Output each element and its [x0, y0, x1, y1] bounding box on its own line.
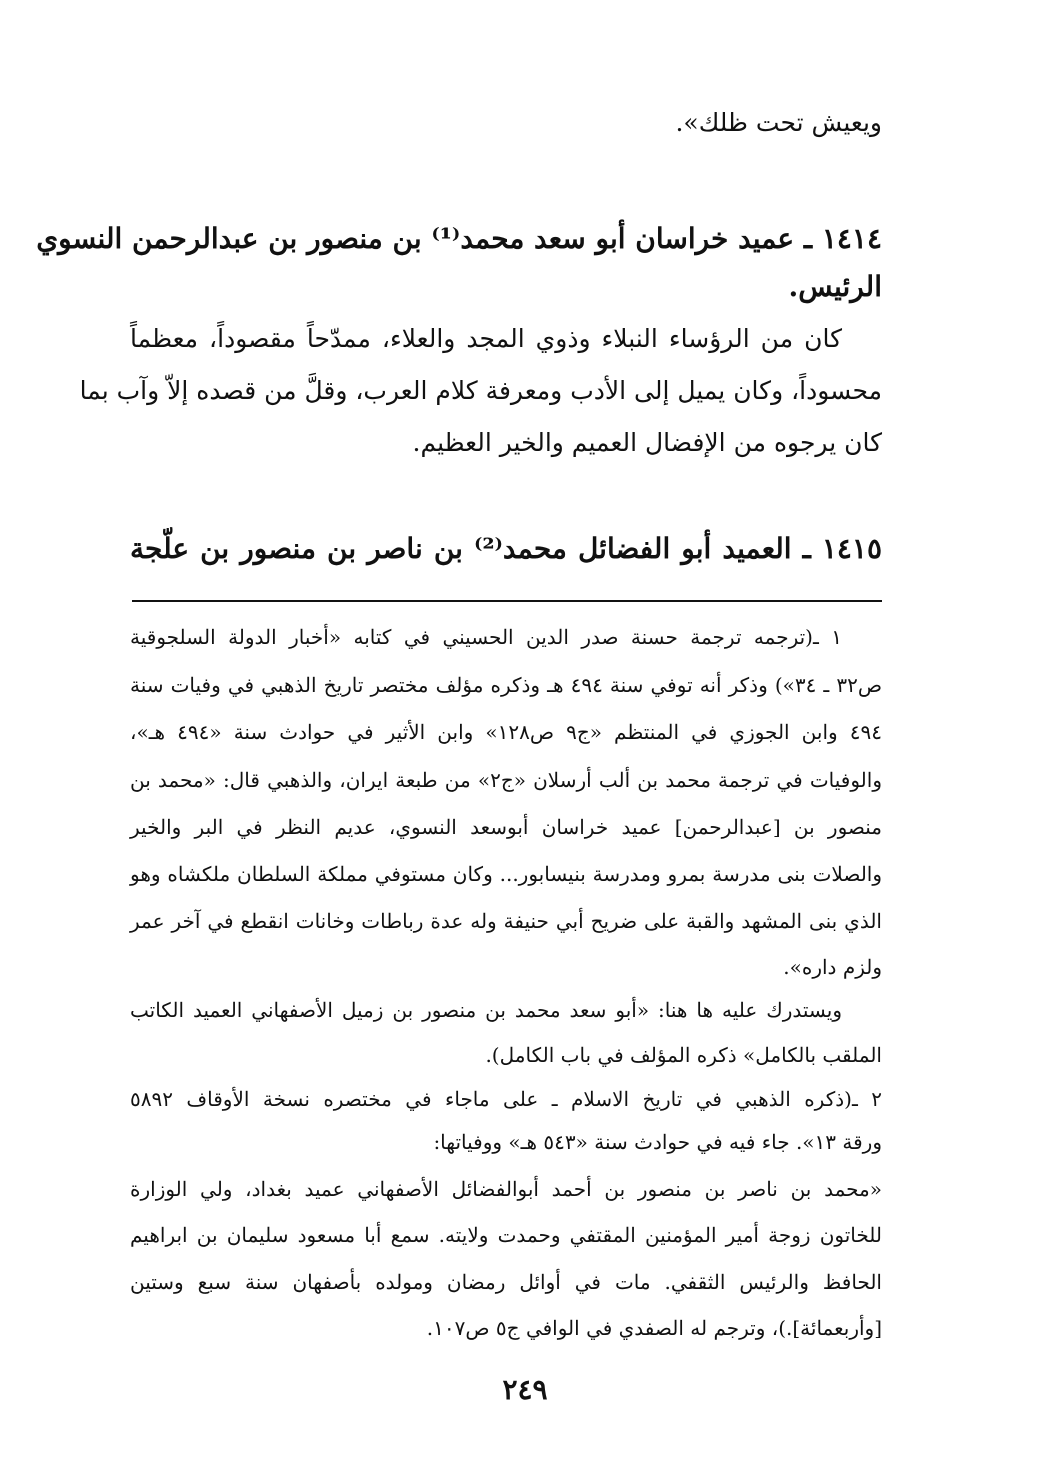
footnote-line: ويستدرك عليه ها هنا: «أبو سعد محمد بن منصور بن زميل الأصفهاني العميد الكاتب: [130, 998, 842, 1022]
footnote-line: ورقة ١٣». جاء فيه في حوادث سنة «٥٤٣ هـ» ووفياتها:: [433, 1130, 882, 1154]
entry-1414-heading-line-1: ١٤١٤ ـ عميد خراسان أبو سعد محمد⁽¹⁾ بن منصور بن عبدالرحمن النسوي: [36, 222, 882, 255]
continuation-line: ويعيش تحت ظلك».: [675, 108, 882, 137]
footnote-line: منصور بن [عبدالرحمن] عميد خراسان أبوسعد النسوي، عديم النظر في البر والخير: [130, 815, 882, 839]
footnote-line: الذي بنى المشهد والقبة على ضريح أبي حنيفة وله عدة رباطات وخانات انقطع في آخر عمر: [130, 909, 882, 933]
entry-1415-heading-line-1: ١٤١٥ ـ العميد أبو الفضائل محمد⁽²⁾ بن ناصر بن منصور بن علّجة: [130, 532, 882, 565]
entry-1414-body-line-3: كان يرجوه من الإفضال العميم والخير العظيم.: [412, 428, 882, 457]
footnote-line: ص٣٢ ـ ٣٤») وذكر أنه توفي سنة ٤٩٤ هـ وذكره مؤلف مختصر تاريخ الذهبي في وفيات سنة: [130, 673, 883, 697]
entry-1414-heading-line-2: الرئيس.: [788, 270, 882, 303]
footnote-line: ٢ ـ(ذكره الذهبي في تاريخ الاسلام ـ على ماجاء في مختصره نسخة الأوقاف ٥٨٩٢: [130, 1087, 882, 1111]
entry-1414-body-line-2: محسوداً، وكان يميل إلى الأدب ومعرفة كلام العرب، وقلَّ من قصده إلاّ وآب بما: [79, 376, 882, 405]
footnote-line: [وأربعمائة].)، وترجم له الصفدي في الوافي ج٥ ص١٠٧.: [426, 1316, 882, 1340]
footnote-line: «محمد بن ناصر بن منصور بن أحمد أبوالفضائل الأصفهاني عميد بغداد، ولي الوزارة: [130, 1177, 882, 1201]
footnote-line: ١ ـ(ترجمه ترجمة حسنة صدر الدين الحسيني في كتابه «أخبار الدولة السلجوقية: [130, 625, 843, 649]
footnote-line: والوفيات في ترجمة محمد بن ألب أرسلان «ج٢» من طبعة ايران، والذهبي قال: «محمد بن: [130, 768, 882, 792]
footnote-line: والصلات بنى مدرسة بمرو ومدرسة بنيسابور... وكان مستوفي مملكة السلطان ملكشاه وهو: [130, 862, 883, 886]
footnote-line: للخاتون زوجة أمير المؤمنين المقتفي وحمدت ولايته. سمع أبا مسعود سليمان بن ابراهيم: [130, 1223, 882, 1247]
footnote-line: ٤٩٤ وابن الجوزي في المنتظم «ج٩ ص١٢٨» وابن الأثير في حوادث سنة «٤٩٤ هـ»،: [130, 720, 882, 744]
footnote-line: الملقب بالكامل» ذكره المؤلف في باب الكامل).: [485, 1043, 882, 1067]
footnote-line: ولزم داره».: [783, 955, 882, 979]
footnote-separator-rule: [132, 600, 882, 602]
entry-1414-body-line-1: كان من الرؤساء النبلاء وذوي المجد والعلاء، ممدّحاً مقصوداً، معظماً: [130, 324, 842, 353]
page-number: ٢٤٩: [502, 1373, 548, 1406]
footnote-line: الحافظ والرئيس الثقفي. مات في أوائل رمضان ومولده بأصفهان سنة سبع وستين: [130, 1270, 882, 1294]
